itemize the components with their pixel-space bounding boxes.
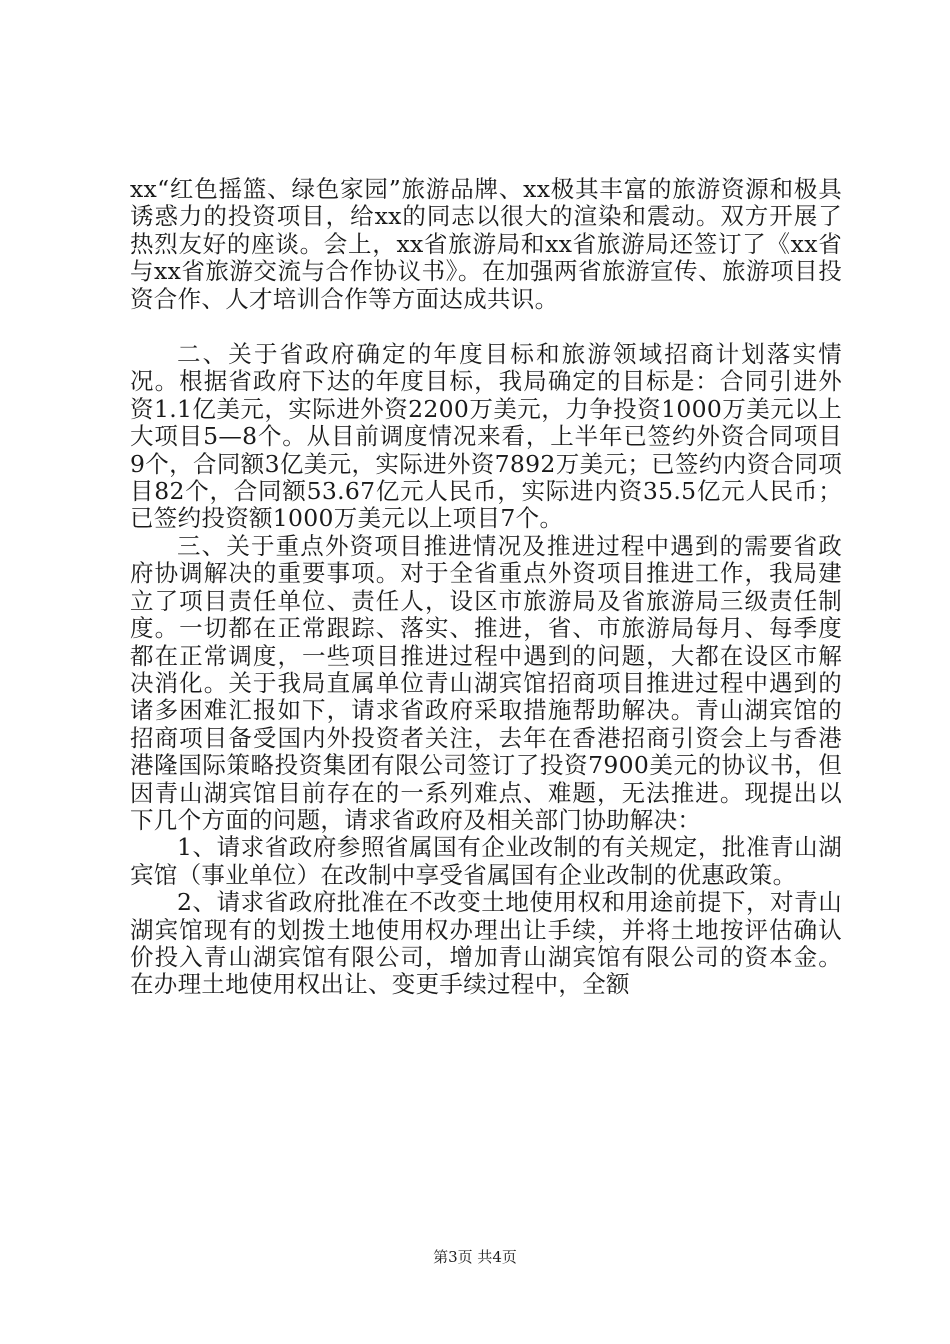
paragraph-intro: xx“红色摇篮、绿色家园”旅游品牌、xx极其丰富的旅游资源和极具诱惑力的投资项目，给xx的同志以很大的渲染和震动。双方开展了热烈友好的座谈。会上，xx省旅游局和xx省旅游局还签订了《xx省与xx省旅游交流与合作协议书》。在加强两省旅游宣传、旅游项目投资合作、人才培训合作等方面达成共识。 [130, 175, 842, 313]
paragraph-request-1: 1、请求省政府参照省属国有企业改制的有关规定，批准青山湖宾馆（事业单位）在改制中享受省属国有企业改制的优惠政策。 [130, 833, 842, 889]
paragraph-annual-targets: 二、关于省政府确定的年度目标和旅游领域招商计划落实情况。根据省政府下达的年度目标，我局确定的目标是：合同引进外资1.1亿美元，实际进外资2200万美元，力争投资1000万美元以上大项目5—8个。从目前调度情况来看，上半年已签约外资合同项目9个，合同额3亿美元，实际进外资7892万美元；已签约内资合同项目82个，合同额53.67亿元人民币，实际进内资35.5亿元人民币；已签约投资额1000万美元以上项目7个。 [130, 340, 842, 533]
page-number-footer: 第3页 共4页 [433, 1248, 517, 1266]
paragraph-request-2: 2、请求省政府批准在不改变土地使用权和用途前提下，对青山湖宾馆现有的划拨土地使用权办理出让手续，并将土地按评估确认价投入青山湖宾馆有限公司，增加青山湖宾馆有限公司的资本金。在办理土地使用权出让、变更手续过程中，全额 [130, 888, 842, 999]
document-body [130, 176, 842, 999]
paragraph-gap [130, 313, 842, 341]
paragraph-key-projects: 三、关于重点外资项目推进情况及推进过程中遇到的需要省政府协调解决的重要事项。对于全省重点外资项目推进工作，我局建立了项目责任单位、责任人，设区市旅游局及省旅游局三级责任制度。一切都在正常跟踪、落实、推进，省、市旅游局每月、每季度都在正常调度，一些项目推进过程中遇到的问题，大都在设区市解决消化。关于我局直属单位青山湖宾馆招商项目推进过程中遇到的诸多困难汇报如下，请求省政府采取措施帮助解决。青山湖宾馆的招商项目备受国内外投资者关注，去年在香港招商引资会上与香港港隆国际策略投资集团有限公司签订了投资7900美元的协议书，但因青山湖宾馆目前存在的一系列难点、难题，无法推进。现提出以下几个方面的问题，请求省政府及相关部门协助解决： [130, 531, 842, 834]
